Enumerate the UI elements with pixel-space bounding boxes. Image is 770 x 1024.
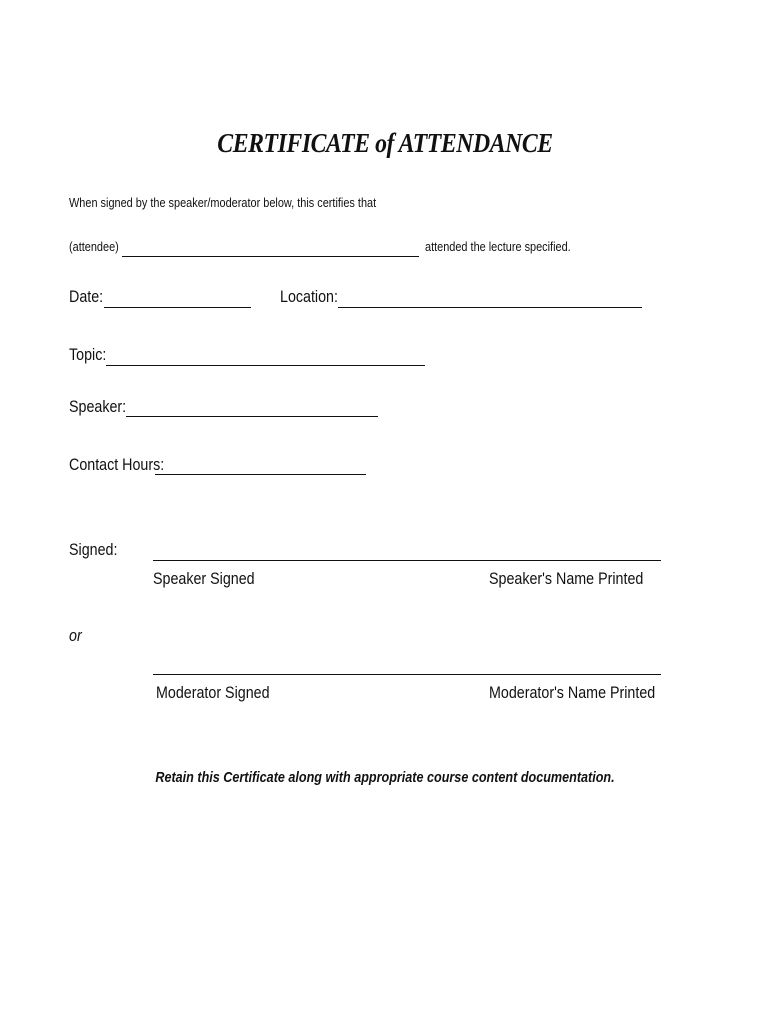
date-label: Date: [69,287,104,306]
topic-line[interactable] [106,365,425,366]
date-line[interactable] [104,307,251,308]
signed-label: Signed: [69,540,118,559]
moderator-name-printed-caption: Moderator's Name Printed [489,683,656,702]
speaker-line[interactable] [126,416,378,417]
retain-note: Retain this Certificate along with appropriate course content documentation. [155,769,615,786]
speaker-name-printed-caption: Speaker's Name Printed [489,569,644,588]
attended-text: attended the lecture specified. [425,239,571,254]
attendee-line[interactable] [122,256,419,257]
intro-text: When signed by the speaker/moderator below, this certifies that [69,195,377,210]
attendee-label: (attendee) [69,239,119,254]
contact-hours-line[interactable] [155,474,366,475]
speaker-label: Speaker: [69,397,127,416]
contact-hours-label: Contact Hours: [69,455,165,474]
speaker-signature-line[interactable] [153,560,661,561]
moderator-signature-line[interactable] [153,674,661,675]
topic-label: Topic: [69,345,107,364]
moderator-signed-caption: Moderator Signed [156,683,270,702]
or-label: or [69,626,82,645]
speaker-signed-caption: Speaker Signed [153,569,255,588]
page-title: CERTIFICATE of ATTENDANCE [217,128,553,158]
location-line[interactable] [338,307,642,308]
location-label: Location: [280,287,338,306]
